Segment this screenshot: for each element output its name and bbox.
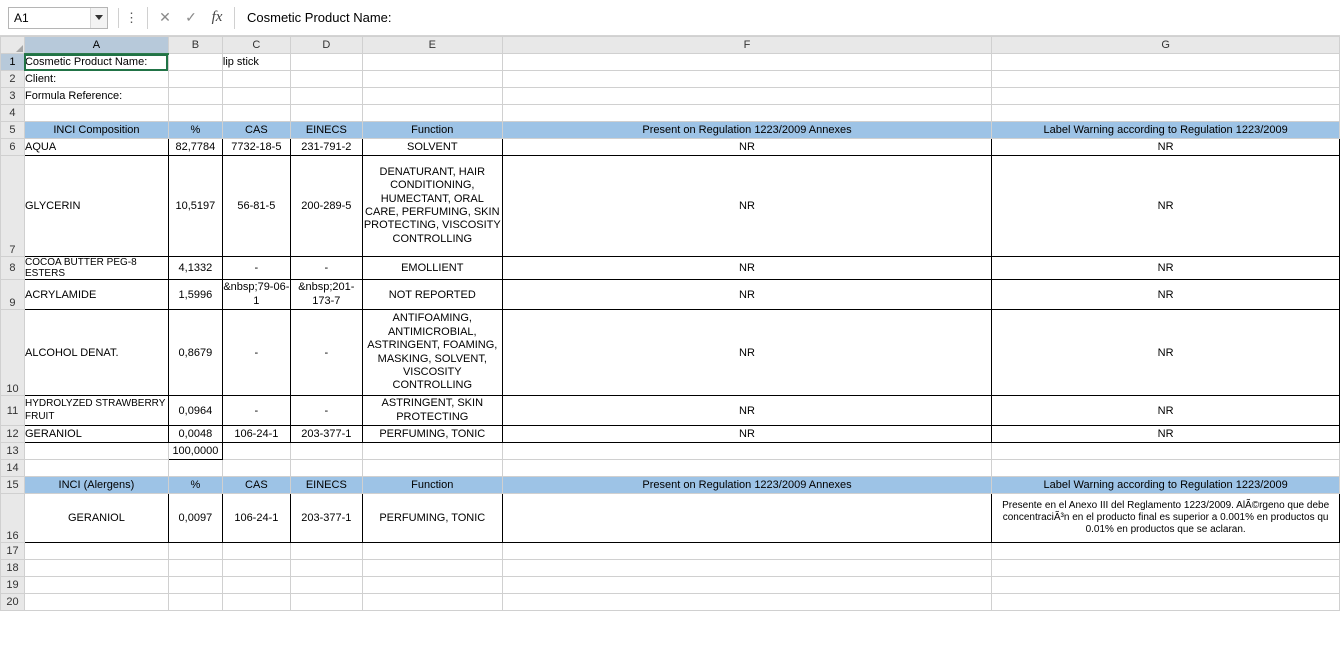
cell-c2[interactable] [222,71,290,88]
table-header-row [1,477,1340,494]
column-header-row [1,37,1340,54]
col-annex[interactable]: Present on Regulation 1223/2009 Annexes [502,122,992,139]
divider [147,7,148,29]
cell-annex[interactable]: NR [502,310,992,396]
cell-percent[interactable]: 82,7784 [168,139,222,156]
cell-a17[interactable] [24,543,168,560]
cell-annex[interactable]: NR [502,257,992,280]
sheet-table [0,36,1340,611]
cell-einecs[interactable]: - [290,257,362,280]
divider [234,7,235,29]
cell-b14[interactable] [168,460,222,477]
col-inci-alergens[interactable]: INCI (Alergens) [24,477,168,494]
table-row [1,310,1340,396]
cell-percent[interactable]: 0,0048 [168,426,222,443]
cell-cas[interactable]: - [222,257,290,280]
column-header-b[interactable]: B [168,37,222,54]
sheet-grid[interactable] [0,36,1340,648]
row-header-17[interactable]: 17 [1,543,25,560]
row-header-8[interactable]: 8 [1,257,25,280]
col-einecs[interactable]: EINECS [290,122,362,139]
cell-cas[interactable]: - [222,396,290,426]
formula-input[interactable]: Cosmetic Product Name: [239,7,1340,29]
cell-g1[interactable] [992,54,1340,71]
cell-f4[interactable] [502,105,992,122]
cell-annex[interactable]: NR [502,280,992,310]
cell-g20[interactable] [992,594,1340,611]
cell-inci[interactable]: GERANIOL [24,426,168,443]
table-row [1,577,1340,594]
column-header-a[interactable]: A [24,37,168,54]
cell-g3[interactable] [992,88,1340,105]
table-row [1,88,1340,105]
cell-e2[interactable] [362,71,502,88]
cell-b4[interactable] [168,105,222,122]
cell-b3[interactable] [168,88,222,105]
cell-inci[interactable]: ALCOHOL DENAT. [24,310,168,396]
row-header-6[interactable]: 6 [1,139,25,156]
cell-a3[interactable]: Formula Reference: [24,88,168,105]
cell-warning[interactable]: NR [992,396,1340,426]
cell-warning[interactable]: NR [992,426,1340,443]
cell-a13[interactable] [24,443,168,460]
table-row [1,139,1340,156]
column-header-c[interactable]: C [222,37,290,54]
cell-b2[interactable] [168,71,222,88]
cell-g2[interactable] [992,71,1340,88]
cell-total-percent[interactable]: 100,0000 [168,443,222,460]
cell-b19[interactable] [168,577,222,594]
cell-annex[interactable]: NR [502,426,992,443]
name-box[interactable] [8,7,108,29]
row-header-12[interactable]: 12 [1,426,25,443]
cell-einecs[interactable]: 231-791-2 [290,139,362,156]
cell-b20[interactable] [168,594,222,611]
cell-function[interactable]: DENATURANT, HAIR CONDITIONING, HUMECTANT, ORAL CARE, PERFUMING, SKIN PROTECTING, VISCOSITY CONTROLLING [362,156,502,257]
cell-a14[interactable] [24,460,168,477]
cell-inci[interactable]: ACRYLAMIDE [24,280,168,310]
row-header-19[interactable]: 19 [1,577,25,594]
cell-percent[interactable]: 0,0964 [168,396,222,426]
cell-warning[interactable]: NR [992,280,1340,310]
cell-function[interactable]: PERFUMING, TONIC [362,494,502,543]
cell-c20[interactable] [222,594,290,611]
col-einecs[interactable]: EINECS [290,477,362,494]
cell-e18[interactable] [362,560,502,577]
table-row [1,396,1340,426]
cell-einecs[interactable]: 200-289-5 [290,156,362,257]
row-header-14[interactable]: 14 [1,460,25,477]
close-icon[interactable]: ✕ [159,9,171,25]
cell-f17[interactable] [502,543,992,560]
cell-d20[interactable] [290,594,362,611]
divider [118,8,119,28]
cell-einecs[interactable]: 203-377-1 [290,494,362,543]
cell-a20[interactable] [24,594,168,611]
cell-annex[interactable]: NR [502,396,992,426]
cell-cas[interactable]: 106-24-1 [222,426,290,443]
cell-g17[interactable] [992,543,1340,560]
cell-e14[interactable] [362,460,502,477]
col-function[interactable]: Function [362,477,502,494]
cell-function[interactable]: NOT REPORTED [362,280,502,310]
col-warning[interactable]: Label Warning according to Regulation 1223/2009 [992,122,1340,139]
cell-c1[interactable]: lip stick [222,54,290,71]
cell-function[interactable]: EMOLLIENT [362,257,502,280]
cell-d2[interactable] [290,71,362,88]
col-warning[interactable]: Label Warning according to Regulation 1223/2009 [992,477,1340,494]
col-cas[interactable]: CAS [222,477,290,494]
cell-warning[interactable]: NR [992,257,1340,280]
cell-e19[interactable] [362,577,502,594]
col-percent[interactable]: % [168,122,222,139]
table-row [1,594,1340,611]
cell-e17[interactable] [362,543,502,560]
cell-annex[interactable]: NR [502,156,992,257]
table-total-row [1,443,1340,460]
cell-b1[interactable] [168,54,222,71]
cell-cas[interactable]: 7732-18-5 [222,139,290,156]
cell-einecs[interactable]: 203-377-1 [290,426,362,443]
cell-a1[interactable]: Cosmetic Product Name: [24,54,168,71]
row-header-7[interactable]: 7 [1,156,25,257]
cell-f14[interactable] [502,460,992,477]
more-icon[interactable]: ⋮ [125,9,139,25]
table-row [1,257,1340,280]
cell-inci[interactable]: HYDROLYZED STRAWBERRY FRUIT [24,396,168,426]
cell-f13[interactable] [502,443,992,460]
cell-inci[interactable]: COCOA BUTTER PEG-8 ESTERS [24,257,168,280]
row-header-3[interactable]: 3 [1,88,25,105]
cell-f20[interactable] [502,594,992,611]
cell-inci[interactable]: GERANIOL [24,494,168,543]
cell-warning[interactable]: NR [992,139,1340,156]
cell-percent[interactable]: 0,8679 [168,310,222,396]
cell-d18[interactable] [290,560,362,577]
cell-e1[interactable] [362,54,502,71]
cell-e3[interactable] [362,88,502,105]
cell-einecs[interactable]: &nbsp;201-173-7 [290,280,362,310]
cell-e20[interactable] [362,594,502,611]
cell-inci[interactable]: AQUA [24,139,168,156]
check-icon[interactable]: ✓ [185,9,197,25]
cell-f3[interactable] [502,88,992,105]
chevron-down-icon[interactable] [90,8,107,28]
cell-d19[interactable] [290,577,362,594]
fx-icon[interactable]: fx [211,9,223,25]
table-row [1,71,1340,88]
row-header-11[interactable]: 11 [1,396,25,426]
cell-f1[interactable] [502,54,992,71]
row-header-10[interactable]: 10 [1,310,25,396]
cell-cas[interactable]: 56-81-5 [222,156,290,257]
cell-annex[interactable] [502,494,992,543]
cell-g19[interactable] [992,577,1340,594]
cell-cas[interactable]: &nbsp;79-06-1 [222,280,290,310]
cell-warning[interactable]: NR [992,156,1340,257]
table-row [1,494,1340,543]
cell-d13[interactable] [290,443,362,460]
row-header-1[interactable]: 1 [1,54,25,71]
col-percent[interactable]: % [168,477,222,494]
cell-function[interactable]: PERFUMING, TONIC [362,426,502,443]
cell-a2[interactable]: Client: [24,71,168,88]
row-header-9[interactable]: 9 [1,280,25,310]
cell-cas[interactable]: 106-24-1 [222,494,290,543]
cell-function[interactable]: ASTRINGENT, SKIN PROTECTING [362,396,502,426]
cell-c14[interactable] [222,460,290,477]
cell-percent[interactable]: 1,5996 [168,280,222,310]
row-header-16[interactable]: 16 [1,494,25,543]
cell-warning[interactable]: Presente en el Anexo III del Reglamento 1223/2009. AlÃ©rgeno que debe concentraciÃ³n en el producto final es superior a 0.001% en productos qu 0.01% en productos que se aclaran. [992,494,1340,543]
cell-f19[interactable] [502,577,992,594]
cell-b18[interactable] [168,560,222,577]
cell-cas[interactable]: - [222,310,290,396]
table-row [1,460,1340,477]
cell-d14[interactable] [290,460,362,477]
cell-warning[interactable]: NR [992,310,1340,396]
cell-einecs[interactable]: - [290,396,362,426]
cell-c13[interactable] [222,443,290,460]
cell-d3[interactable] [290,88,362,105]
table-row [1,280,1340,310]
table-row [1,105,1340,122]
cell-percent[interactable]: 10,5197 [168,156,222,257]
cell-g18[interactable] [992,560,1340,577]
table-row [1,560,1340,577]
cell-function[interactable]: SOLVENT [362,139,502,156]
cell-c17[interactable] [222,543,290,560]
cell-d1[interactable] [290,54,362,71]
cell-f18[interactable] [502,560,992,577]
column-header-d[interactable]: D [290,37,362,54]
cell-e4[interactable] [362,105,502,122]
cell-c4[interactable] [222,105,290,122]
cell-d17[interactable] [290,543,362,560]
table-row [1,426,1340,443]
cell-g14[interactable] [992,460,1340,477]
row-header-13[interactable]: 13 [1,443,25,460]
name-box-value: A1 [14,10,29,25]
cell-c3[interactable] [222,88,290,105]
column-header-g[interactable]: G [992,37,1340,54]
cell-a19[interactable] [24,577,168,594]
cell-g13[interactable] [992,443,1340,460]
row-header-5[interactable]: 5 [1,122,25,139]
cell-e13[interactable] [362,443,502,460]
col-annex[interactable]: Present on Regulation 1223/2009 Annexes [502,477,992,494]
cell-c18[interactable] [222,560,290,577]
row-header-4[interactable]: 4 [1,105,25,122]
column-header-f[interactable]: F [502,37,992,54]
col-cas[interactable]: CAS [222,122,290,139]
column-header-e[interactable]: E [362,37,502,54]
col-inci-composition[interactable]: INCI Composition [24,122,168,139]
cell-percent[interactable]: 0,0097 [168,494,222,543]
row-header-18[interactable]: 18 [1,560,25,577]
table-row [1,54,1340,71]
formula-bar [0,0,1340,36]
cell-a4[interactable] [24,105,168,122]
table-header-row [1,122,1340,139]
cell-g4[interactable] [992,105,1340,122]
cell-annex[interactable]: NR [502,139,992,156]
cell-f2[interactable] [502,71,992,88]
cell-einecs[interactable]: - [290,310,362,396]
table-row [1,156,1340,257]
col-function[interactable]: Function [362,122,502,139]
cell-d4[interactable] [290,105,362,122]
cell-c19[interactable] [222,577,290,594]
select-all-corner[interactable] [1,37,25,54]
row-header-2[interactable]: 2 [1,71,25,88]
cell-a18[interactable] [24,560,168,577]
cell-percent[interactable]: 4,1332 [168,257,222,280]
cell-function[interactable]: ANTIFOAMING, ANTIMICROBIAL, ASTRINGENT, FOAMING, MASKING, SOLVENT, VISCOSITY CONTROLLING [362,310,502,396]
table-row [1,543,1340,560]
cell-b17[interactable] [168,543,222,560]
cell-inci[interactable]: GLYCERIN [24,156,168,257]
row-header-15[interactable]: 15 [1,477,25,494]
row-header-20[interactable]: 20 [1,594,25,611]
